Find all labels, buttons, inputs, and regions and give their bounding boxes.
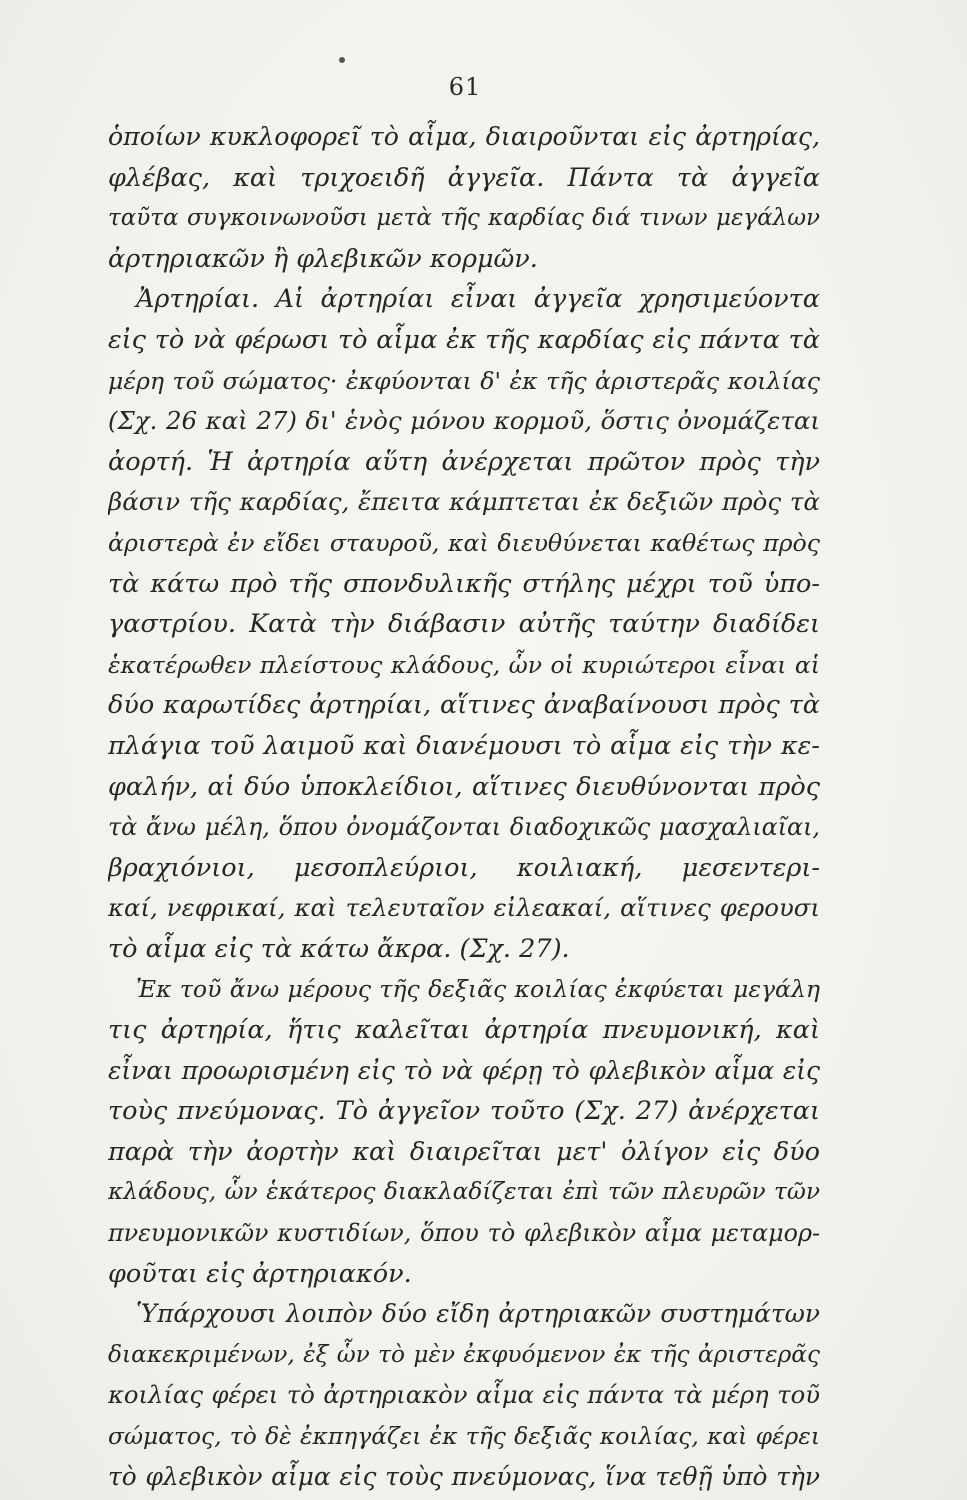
text-line: τὰ κάτω πρὸ τῆς σπονδυλικῆς στήλης μέχρι τοῦ ὑπο-: [108, 568, 820, 599]
text-line: βραχιόνιοι, μεσοπλεύριοι, κοιλιακή, μεσεντερι-: [108, 852, 820, 883]
text-line: Ἐκ τοῦ ἄνω μέρους τῆς δεξιᾶς κοιλίας ἐκφύεται μεγάλη: [136, 975, 820, 1004]
text-line: τὸ αἷμα εἰς τὰ κάτω ἄκρα. (Σχ. 27).: [108, 933, 570, 964]
text-line: ἑκατέρωθεν πλείστους κλάδους, ὧν οἱ κυριώτεροι εἶναι αἱ: [108, 650, 820, 679]
text-line: ἀριστερὰ ἐν εἴδει σταυροῦ, καὶ διευθύνεται καθέτως πρὸς: [108, 528, 820, 557]
ink-dot: [339, 57, 345, 63]
text-line: εἶναι προωρισμένη εἰς τὸ νὰ φέρῃ τὸ φλεβικὸν αἷμα εἰς: [108, 1055, 820, 1085]
text-line: καί, νεφρικαί, καὶ τελευταῖον εἰλεακαί, αἵτινες φερουσι: [108, 893, 820, 923]
text-line: κλάδους, ὧν ἑκάτερος διακλαδίζεται ἐπὶ τῶν πλευρῶν τῶν: [108, 1178, 820, 1206]
text-line: τις ἀρτηρία, ἥτις καλεῖται ἀρτηρία πνευμονική, καὶ: [108, 1015, 820, 1046]
text-line: ταῦτα συγκοινωνοῦσι μετὰ τῆς καρδίας διά τινων μεγάλων: [108, 205, 820, 232]
text-line: μέρη τοῦ σώματος· ἐκφύονται δ' ἐκ τῆς ἀριστερᾶς κοιλίας: [108, 366, 820, 395]
text-line: δύο καρωτίδες ἀρτηρίαι, αἵτινες ἀναβαίνουσι πρὸς τὰ: [108, 690, 820, 721]
text-line: παρὰ τὴν ἀορτὴν καὶ διαιρεῖται μετ' ὀλίγον εἰς δύο: [108, 1136, 820, 1167]
text-line: ἀορτή. Ἡ ἀρτηρία αὕτη ἀνέρχεται πρῶτον πρὸς τὴν: [108, 446, 820, 477]
text-line: φαλήν, αἱ δύο ὑποκλείδιοι, αἵτινες διευθύνονται πρὸς: [108, 771, 820, 802]
text-line: φλέβας, καὶ τριχοειδῆ ἀγγεῖα. Πάντα τὰ ἀγγεῖα: [108, 162, 820, 193]
text-line: φοῦται εἰς ἀρτηριακόν.: [108, 1258, 412, 1289]
text-line: Ἀρτηρίαι. Αἱ ἀρτηρίαι εἶναι ἀγγεῖα χρησιμεύοντα: [136, 284, 820, 315]
page-number: 61: [448, 73, 482, 101]
text-line: διακεκριμένων, ἐξ ὧν τὸ μὲν ἐκφυόμενον ἐκ τῆς ἀριστερᾶς: [108, 1340, 820, 1368]
text-line: Ὑπάρχουσι λοιπὸν δύο εἴδη ἀρτηριακῶν συστημάτων: [136, 1299, 820, 1329]
text-line: γαστρίου. Κατὰ τὴν διάβασιν αὐτῆς ταύτην διαδίδει: [108, 609, 820, 640]
text-line: σώματος, τὸ δὲ ἐκπηγάζει ἐκ τῆς δεξιᾶς κοιλίας, καὶ φέρει: [108, 1422, 820, 1450]
text-line: πνευμονικῶν κυστιδίων, ὅπου τὸ φλεβικὸν αἷμα μεταμορ-: [108, 1219, 820, 1248]
body-text: [108, 117, 820, 1497]
text-line: πλάγια τοῦ λαιμοῦ καὶ διανέμουσι τὸ αἷμα εἰς τὴν κε-: [108, 730, 820, 761]
text-line: ἀρτηριακῶν ἢ φλεβικῶν κορμῶν.: [108, 243, 538, 274]
text-line: τὸ φλεβικὸν αἷμα εἰς τοὺς πνεύμονας, ἵνα τεθῇ ὑπὸ τὴν: [108, 1461, 820, 1491]
text-line: κοιλίας φέρει τὸ ἀρτηριακὸν αἷμα εἰς πάντα τὰ μέρη τοῦ: [108, 1380, 820, 1410]
text-line: βάσιν τῆς καρδίας, ἔπειτα κάμπτεται ἐκ δεξιῶν πρὸς τὰ: [108, 487, 820, 517]
text-line: τὰ ἄνω μέλη, ὅπου ὀνομάζονται διαδοχικῶς μασχαλιαῖαι,: [108, 813, 820, 842]
text-line: (Σχ. 26 καὶ 27) δι' ἑνὸς μόνου κορμοῦ, ὅστις ὀνομάζεται: [108, 406, 820, 436]
text-line: τοὺς πνεύμονας. Τὸ ἀγγεῖον τοῦτο (Σχ. 27) ἀνέρχεται: [108, 1096, 820, 1127]
text-line: ὁποίων κυκλοφορεῖ τὸ αἷμα, διαιροῦνται εἰς ἀρτηρίας,: [108, 122, 820, 151]
text-line: εἰς τὸ νὰ φέρωσι τὸ αἷμα ἐκ τῆς καρδίας εἰς πάντα τὰ: [108, 324, 820, 355]
